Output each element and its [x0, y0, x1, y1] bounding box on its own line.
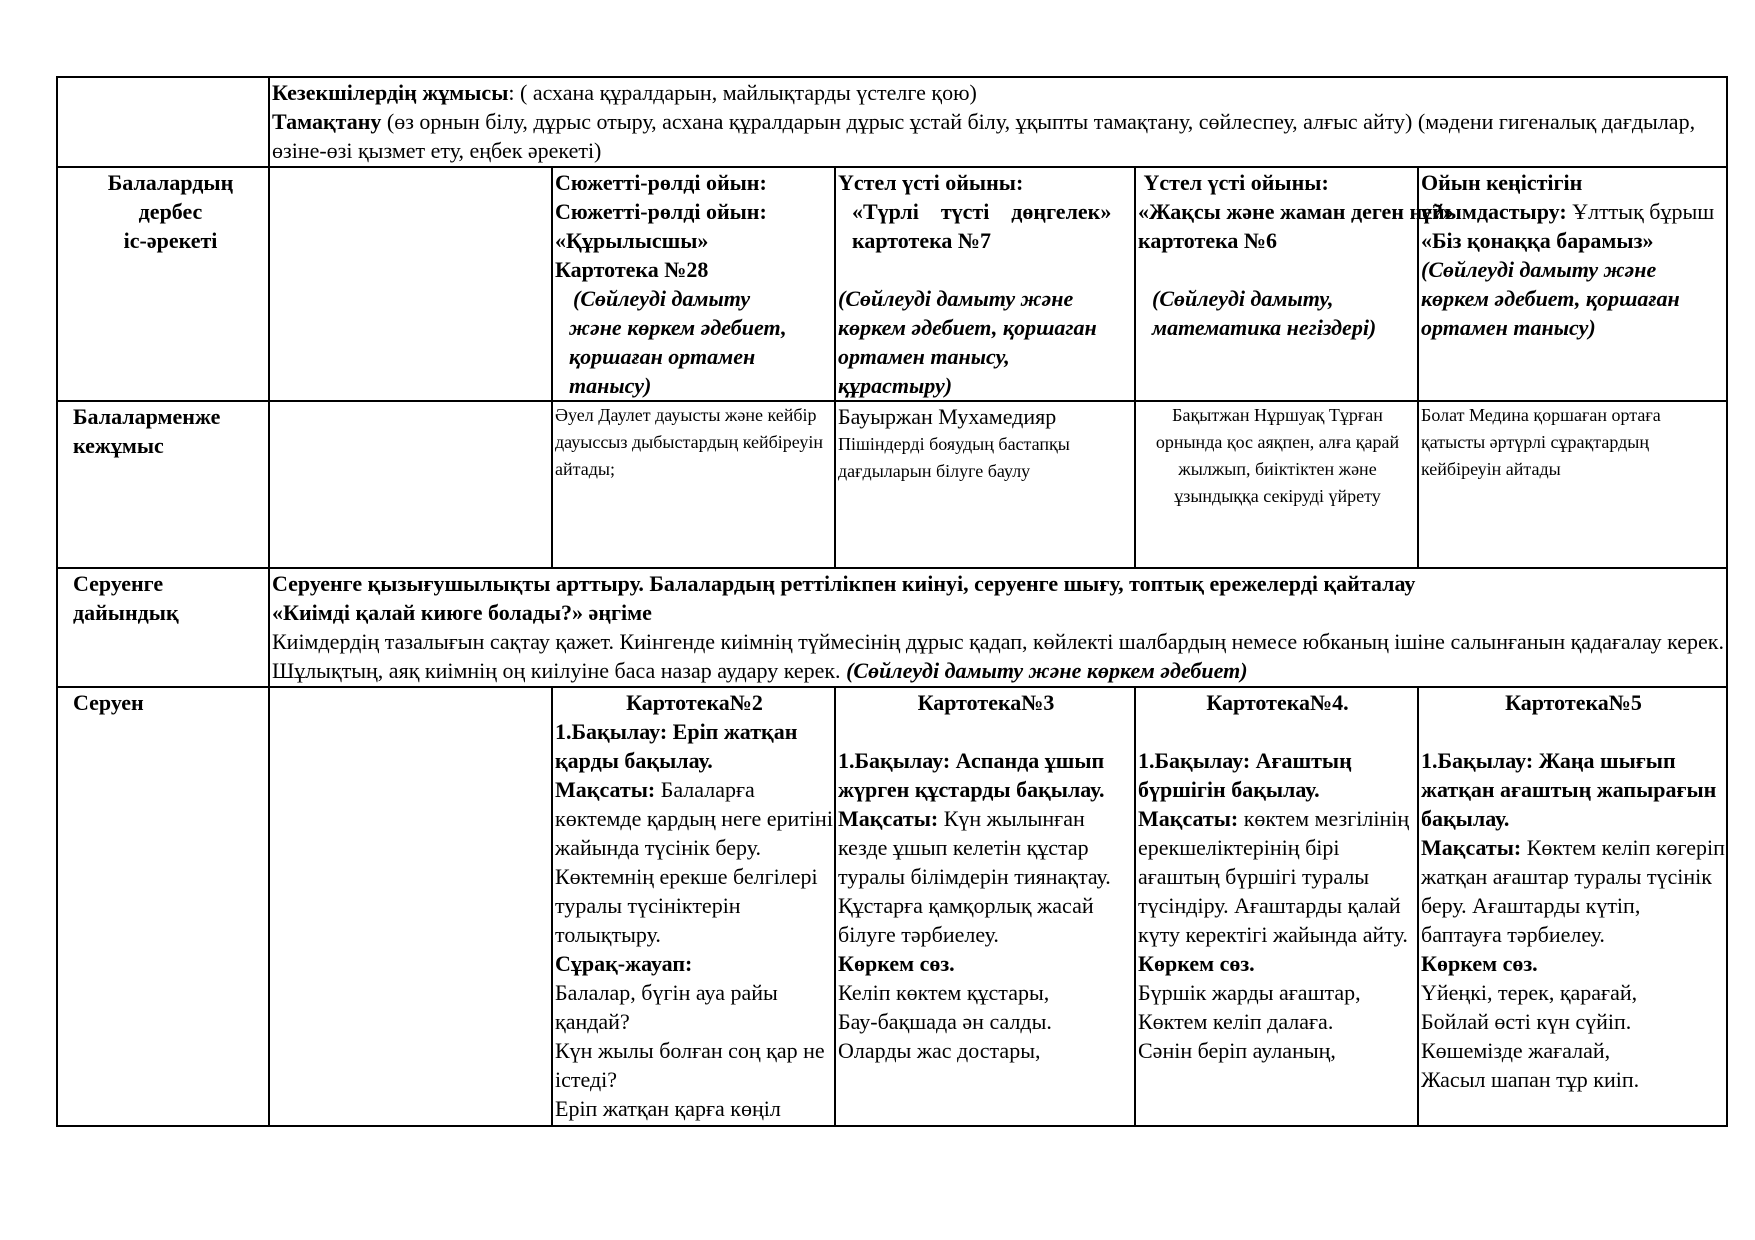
poem-line: Оларды жас достары,	[838, 1038, 1041, 1063]
subject-note: қоршаған ортамен	[569, 344, 756, 369]
game-title: «Түрлі түсті дөңгелек»	[852, 199, 1112, 224]
duty-content-cell	[269, 77, 1727, 167]
label-line: дербес	[138, 199, 203, 224]
goal-label: Мақсаты:	[1138, 806, 1239, 831]
card-number: Картотека№4.	[1206, 690, 1349, 715]
subject-note: (Сөйлеуді дамыту,	[1152, 286, 1334, 311]
individual-col-5: Болат Медина қоршаған ортаға қатысты әртүрлі сұрақтардың кейбіреуін айтады	[1418, 401, 1727, 568]
independent-col-5	[1418, 167, 1727, 401]
play-space-text	[1421, 168, 1726, 255]
label-line: кежұмыс	[73, 433, 164, 458]
duty-row	[57, 77, 1727, 167]
play-space-title: Ойын кеңістігін ұйымдастыру:	[1421, 170, 1583, 224]
empty-cell	[269, 687, 552, 1126]
subject-note: құрастыру)	[838, 373, 953, 398]
empty-cell	[269, 167, 552, 401]
individual-work-label	[57, 401, 269, 568]
walk-prep-content	[269, 568, 1727, 687]
card-number: Картотека№3	[917, 690, 1055, 715]
goal-body: көктем мезгілінің ерекшеліктерінің бірі ағаштың бүршігі туралы түсіндіру. Ағаштарды қалай күту керектігі жайында айту.	[1138, 806, 1410, 947]
individual-col-3	[835, 401, 1135, 568]
label-line: Балалардың	[107, 170, 234, 195]
subject-note: көркем әдебиет, қоршаган	[838, 315, 1097, 340]
goal-text	[838, 804, 1134, 949]
qa-line: Күн жылы болған соң қар не істеді?	[555, 1038, 825, 1092]
qa-line: Еріп жатқан қарға көңіл	[555, 1096, 781, 1121]
walk-prep-row	[57, 568, 1727, 687]
poem-line: Бүршік жарды ағаштар,	[1138, 980, 1361, 1005]
child-name: Бауыржан Мухамедияр	[838, 404, 1057, 429]
poem-label: Көркем сөз.	[1421, 951, 1538, 976]
individual-work-row	[57, 401, 1727, 568]
observation-title: 1.Бақылау: Аспанда ұшып жүрген құстарды бақылау.	[838, 748, 1105, 802]
play-space-theme: «Біз қонаққа барамыз»	[1421, 228, 1654, 253]
poem-line: Үйеңкі, терек, қарағай,	[1421, 980, 1638, 1005]
meal-text: (өз орнын білу, дұрыс отыру, асхана құралдарын дұрыс ұстай білу, ұқыпты тамақтану, сөйлеспеу, алғыс айту) (мәдени гигеналық дағдылар, өзіне-өзі қызмет ету, еңбек әрекеті)	[272, 109, 1696, 163]
spacer	[1138, 255, 1417, 284]
observation-title: 1.Бақылау: Еріп жатқан қарды бақылау.	[555, 719, 798, 773]
subject-note: (Сөйлеуді дамыту	[573, 286, 751, 311]
daily-plan-table	[56, 76, 1728, 1127]
poem-line: Бау-бақшада ән салды.	[838, 1009, 1052, 1034]
game-type: Үстел үсті ойыны:	[1138, 170, 1329, 195]
qa-line: Балалар, бүгін ауа райы қандай?	[555, 980, 778, 1034]
walk-prep-body: Киімдердің тазалығын сақтау қажет. Киінгенде киімнің түймесінің дұрыс қадап, көйлекті шалбардың немесе юбканың ішіне салынғанын қадағалау керек. Шұлықтың, аяқ киімнің оң киілуіне баса назар аудару керек.	[272, 629, 1724, 683]
goal-label: Мақсаты:	[1421, 835, 1522, 860]
subject-note: (Сөйлеуді дамыту және көркем әдебиет)	[846, 658, 1248, 683]
duty-title: Кезекшілердің жұмысы	[272, 80, 509, 105]
spacer	[838, 255, 1134, 284]
spacer	[1138, 717, 1417, 746]
task-text: Пішіндерді бояудың бастапқы дағдыларын білуге баулу	[838, 434, 1070, 481]
label-line: Серуенге	[73, 571, 164, 596]
game-type: Сюжетті-рөлді ойын:	[555, 199, 767, 224]
goal-body: Балаларға көктемде қардың неге еритіні жайында түсінік беру. Көктемнің ерекше белгілері туралы түсініктерін толықтыру.	[555, 777, 833, 947]
poem-line: Сәнін беріп ауланың,	[1138, 1038, 1336, 1063]
duty-label-cell	[57, 77, 269, 167]
card-number: Картотека№5	[1505, 690, 1642, 715]
subject-note: ортамен танысу,	[838, 344, 1010, 369]
game-type: Сюжетті-рөлді ойын:	[555, 170, 767, 195]
card-number: картотека №7	[852, 228, 992, 253]
observation-title: 1.Бақылау: Жаңа шығып жатқан ағаштың жапырағын бақылау.	[1421, 748, 1717, 831]
individual-col-4: Бақытжан Нұршуақ Тұрған орнында қос аяқпен, алға қарай жылжып, биіктіктен және ұзындыққа секіруді үйрету	[1135, 401, 1418, 568]
empty-cell	[269, 401, 552, 568]
poem-label: Көркем сөз.	[838, 951, 955, 976]
poem-line: Көшемізде жағалай,	[1421, 1038, 1611, 1063]
walk-prep-talk: «Киімді қалай киюге болады?» әңгіме	[272, 600, 652, 625]
walk-col-2	[552, 687, 835, 1126]
subject-note: және көркем әдебиет,	[569, 315, 787, 340]
poem-line: Жасыл шапан тұр киіп.	[1421, 1067, 1640, 1092]
subject-note: математика негіздері)	[1152, 315, 1377, 340]
spacer	[1421, 717, 1726, 746]
game-title: «Жақсы және жаман деген не?»	[1138, 199, 1454, 224]
play-space-corner: Ұлттық бұрыш	[1566, 199, 1715, 224]
independent-activity-row	[57, 167, 1727, 401]
goal-body: Көктем келіп көгеріп жатқан ағаштар туралы түсінік беру. Ағаштарды күтіп, баптауға тәрбиелеу.	[1421, 835, 1725, 947]
spacer	[838, 717, 1134, 746]
independent-col-4	[1135, 167, 1454, 401]
independent-activity-label	[57, 167, 269, 401]
observation-title: 1.Бақылау: Ағаштың бүршігін бақылау.	[1138, 748, 1352, 802]
walk-prep-heading: Серуенге қызығушылықты арттыру. Балалардың реттілікпен киінуі, серуенге шығу, топтық ережелерді қайталау	[272, 571, 1416, 596]
poem-label: Көркем сөз.	[1138, 951, 1255, 976]
walk-col-3	[835, 687, 1135, 1126]
walk-row	[57, 687, 1727, 1126]
poem-line: Көктем келіп далаға.	[1138, 1009, 1334, 1034]
qa-label: Сұрақ-жауап:	[555, 951, 693, 976]
game-title: «Құрылысшы»	[555, 228, 709, 253]
walk-label: Серуен	[57, 687, 269, 1126]
poem-line: Келіп көктем құстары,	[838, 980, 1050, 1005]
walk-prep-label	[57, 568, 269, 687]
independent-col-3	[835, 167, 1135, 401]
subject-note: (Сөйлеуді дамыту және	[838, 286, 1074, 311]
individual-col-2: Әуел Даулет дауысты және кейбір дауыссыз дыбыстардың кейбіреуін айтады;	[552, 401, 835, 568]
label-line: іс-әрекеті	[123, 228, 218, 253]
goal-text	[1421, 833, 1726, 949]
card-number: Картотека №28	[555, 257, 709, 282]
label-line: дайындық	[73, 600, 179, 625]
walk-prep-text	[272, 627, 1726, 685]
duty-line	[272, 78, 1726, 107]
subject-note: (Сөйлеуді дамыту және көркем әдебиет, қоршаған ортамен танысу)	[1421, 257, 1680, 340]
walk-col-5	[1418, 687, 1727, 1126]
goal-label: Мақсаты:	[555, 777, 656, 802]
independent-col-2	[552, 167, 835, 401]
card-number: Картотека№2	[626, 690, 763, 715]
goal-body: Күн жылынған кезде ұшып келетін құстар туралы білімдерін тиянақтау. Құстарға қамқорлық жасай білуге тәрбиелеу.	[838, 806, 1111, 947]
goal-label: Мақсаты:	[838, 806, 939, 831]
poem-line: Бойлай өсті күн сүйіп.	[1421, 1009, 1632, 1034]
meal-line	[272, 107, 1726, 165]
duty-text: : ( асхана құралдарын, майлықтарды үстелге қою)	[508, 80, 977, 105]
card-number: картотека №6	[1138, 228, 1278, 253]
subject-note: танысу)	[569, 373, 652, 398]
walk-col-4	[1135, 687, 1418, 1126]
goal-text	[555, 775, 834, 949]
label-line: Балаларменже	[73, 404, 221, 429]
meal-title: Тамақтану	[272, 109, 382, 134]
game-type: Үстел үсті ойыны:	[838, 170, 1024, 195]
goal-text	[1138, 804, 1417, 949]
